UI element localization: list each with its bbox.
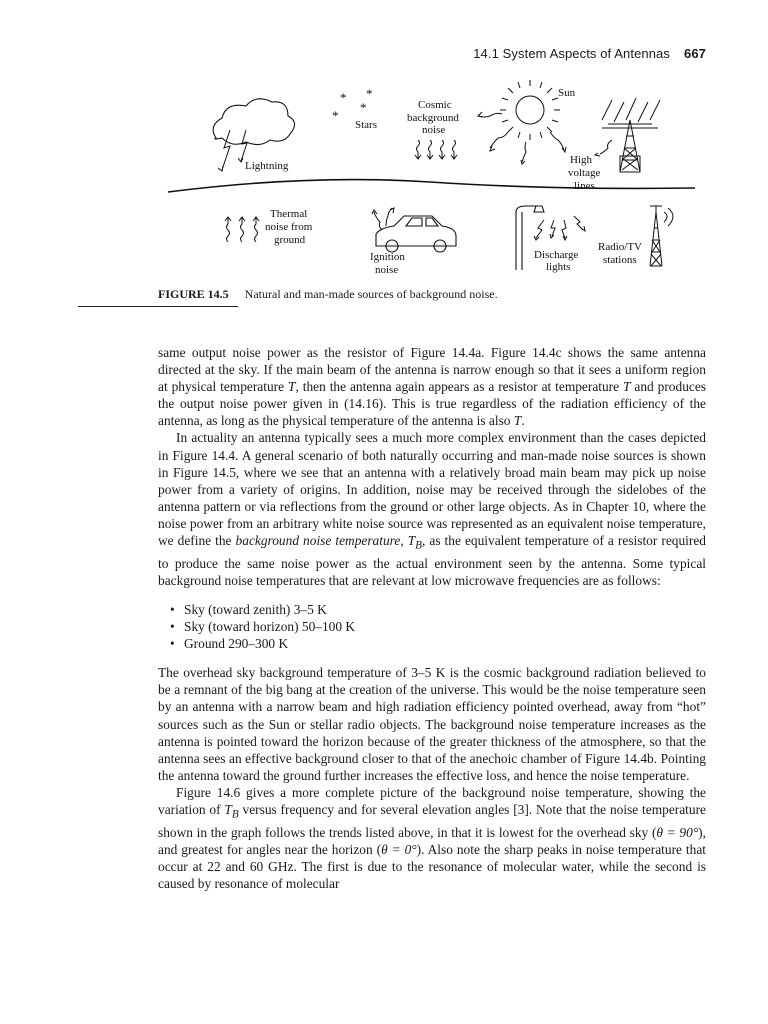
- label-thermal-1: Thermal: [270, 208, 308, 220]
- symbol-T: T: [623, 379, 631, 395]
- symbol-TB: T: [224, 802, 232, 818]
- symbol-T: T: [513, 413, 522, 429]
- svg-text:*: *: [360, 100, 367, 115]
- cosmic-noise-arrows-icon: [415, 140, 457, 159]
- sun-icon: [500, 80, 560, 140]
- label-thermal-2: noise from: [265, 221, 313, 233]
- list-item: [170, 635, 706, 652]
- label-discharge-1: Discharge: [534, 249, 579, 261]
- equation-theta-0: θ = 0°: [381, 841, 417, 857]
- label-high-voltage-3: lines: [574, 180, 595, 192]
- paragraph-4-text-b: versus frequency and for several elevation angles [3]. Note that the noise temperature shown in the graph follows the trends listed above, in that it is lowest for the overhead sky (: [158, 802, 706, 840]
- paragraph-1-text-b: , then the antenna again appears as a resistor at temperature: [295, 379, 624, 395]
- hv-noise-arrows-icon: [595, 140, 612, 156]
- list-item-text: Sky (toward zenith) 3–5 K: [184, 601, 327, 617]
- svg-text:*: *: [340, 90, 347, 105]
- paragraph-4-text-c: ), and greatest for angles near the horizon (: [158, 824, 706, 857]
- bullet-icon: •: [170, 619, 175, 635]
- list-item: [170, 601, 706, 618]
- discharge-noise-arrows-icon: [534, 216, 585, 240]
- body-text: [158, 344, 706, 892]
- list-item: [170, 618, 706, 635]
- label-cosmic-2: background: [407, 112, 459, 124]
- cloud-icon: [213, 99, 294, 145]
- label-radio-1: Radio/TV: [598, 241, 642, 253]
- label-radio-2: stations: [603, 254, 637, 266]
- label-stars: Stars: [355, 119, 377, 131]
- label-ignition-1: Ignition: [370, 251, 405, 263]
- bullet-icon: •: [170, 636, 175, 652]
- bullet-icon: •: [170, 601, 175, 617]
- paragraph-4: [158, 784, 706, 892]
- figure-noise-sources: [150, 80, 710, 280]
- label-high-voltage-1: High: [570, 154, 592, 166]
- svg-text:*: *: [332, 108, 339, 123]
- paragraph-1-text-a: same output noise power as the resistor of Figure 14.4a. Figure 14.4c shows the same antenna directed at the sky. If the main beam of the antenna is narrow enough so that it sees a uniform region at physical temperature: [158, 345, 706, 395]
- noise-sources-illustration: [150, 80, 710, 280]
- figure-label: FIGURE 14.5: [158, 287, 229, 301]
- paragraph-1-text-end: .: [521, 413, 525, 429]
- symbol-T: T: [288, 379, 296, 395]
- symbol-TB-subscript: B: [415, 539, 422, 552]
- label-sun: Sun: [558, 87, 576, 99]
- paragraph-2: [158, 429, 706, 589]
- label-ignition-2: noise: [375, 264, 399, 276]
- equation-theta-90: θ = 90°: [656, 824, 699, 840]
- symbol-TB: T: [407, 533, 416, 549]
- paragraph-3: The overhead sky background temperature of 3–5 K is the cosmic background radiation believed to be a remnant of the big bang at the creation of the universe. This would be the noise temperature seen by an antenna with a narrow beam and high radiation efficiency pointed overhead, away from “hot” sources such as the Sun or stellar radio objects. The background noise temperature increases as the antenna is pointed toward the horizon because of the greater thickness of the atmosphere, so that the antenna sees an effective background closer to that of the anechoic chamber of Figure 14.4b. Pointing the antenna toward the ground further increases the effective loss, and hence the noise temperature.: [158, 665, 706, 783]
- stars-icon: [332, 86, 373, 123]
- paragraph-4-text-d: ). Also note the sharp peaks in noise temperature that occur at 22 and 60 GHz. The first is due to the resonance of molecular water, while the second is caused by resonance of molecular: [158, 841, 706, 892]
- ground-line: [168, 180, 695, 192]
- page-number: 667: [684, 46, 706, 61]
- section-title: 14.1 System Aspects of Antennas: [473, 46, 670, 61]
- label-cosmic-1: Cosmic: [418, 99, 452, 111]
- label-thermal-3: ground: [274, 234, 306, 246]
- running-head: [473, 46, 706, 61]
- paragraph-2-text-a: In actuality an antenna typically sees a much more complex environment than the cases depicted in Figure 14.4. A general scenario of both naturally occurring and man-made noise sources is shown in Figure 14.5, where we see that an antenna with a relatively broad main beam may pick up noise power from a variety of origins. In addition, noise may be received through the sidelobes of the antenna pattern or via reflections from the ground or other large objects. As in Chapter 10, where the noise power from an arbitrary white noise source was represented as an equivalent noise temperature, we define the: [158, 430, 706, 549]
- paragraph-2-text-b: , as the equivalent temperature of a resistor required to produce the same noise power as the actual environment seen by the antenna. Some typical background noise temperatures that are relevant at low microwave frequencies are as follows:: [158, 533, 706, 588]
- label-high-voltage-2: voltage: [568, 167, 601, 179]
- figure-caption: [158, 287, 498, 302]
- radio-tower-icon: [650, 206, 673, 266]
- list-item-text: Ground 290–300 K: [184, 636, 289, 652]
- svg-text:*: *: [366, 86, 373, 101]
- label-lightning: Lightning: [245, 160, 289, 172]
- caption-rule: [78, 306, 238, 307]
- power-tower-icon: [602, 98, 660, 172]
- car-icon: [376, 216, 456, 252]
- paragraph-1-text-c: and produces the output noise power given in (14.16). This is true regardless of the radiation efficiency of the antenna, as long as the physical temperature of the antenna is also: [158, 379, 706, 429]
- noise-temperature-list: [158, 601, 706, 652]
- label-cosmic-3: noise: [422, 124, 446, 136]
- defined-term: background noise temperature: [235, 533, 401, 549]
- symbol-TB-subscript: B: [231, 808, 239, 821]
- lightning-icon: [218, 130, 247, 171]
- label-discharge-2: lights: [546, 261, 571, 273]
- paragraph-4-text-a: Figure 14.6 gives a more complete picture of the background noise temperature, showing the variation of: [158, 784, 706, 818]
- figure-caption-text: Natural and man-made sources of background noise.: [244, 287, 498, 301]
- thermal-noise-arrows-icon: [225, 217, 259, 242]
- paragraph-1: [158, 344, 706, 429]
- list-item-text: Sky (toward horizon) 50–100 K: [184, 619, 356, 635]
- paragraph-2-comma: ,: [400, 533, 408, 549]
